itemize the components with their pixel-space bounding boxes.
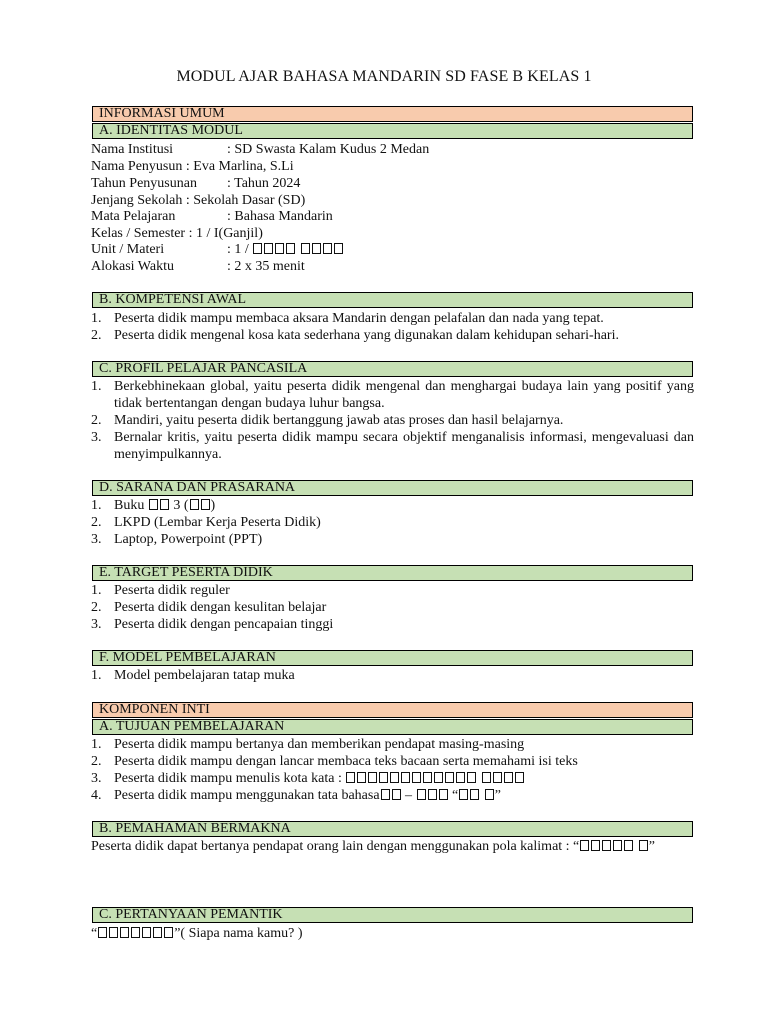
list-number: 1. (91, 583, 102, 598)
list-number: 1. (91, 498, 102, 513)
list-number: 1. (91, 737, 102, 752)
list-number: 3. (91, 771, 102, 786)
row-value: : Sekolah Dasar (SD) (185, 193, 306, 208)
list-number: 3. (91, 617, 102, 632)
section-informasi-umum: INFORMASI UMUM (92, 106, 693, 122)
section-pemahaman-bermakna: B. PEMAHAMAN BERMAKNA (92, 821, 693, 837)
list-item (91, 599, 694, 616)
list-item (91, 787, 694, 804)
list-item (91, 429, 694, 463)
section-tujuan-pembelajaran: A. TUJUAN PEMBELAJARAN (92, 719, 693, 735)
pertanyaan-text (91, 925, 303, 942)
quote-close: ” (494, 788, 501, 803)
pertanyaan-sentence: ”( Siapa nama kamu? ) (174, 926, 303, 941)
row-value: : Bahasa Mandarin (227, 209, 333, 224)
row-value: : Eva Marlina, S.Li (185, 159, 294, 174)
list-item (91, 616, 694, 633)
row-value: : 2 x 35 menit (227, 259, 305, 274)
row-key: Nama Penyusun (91, 159, 183, 174)
list-number: 1. (91, 311, 102, 326)
section-identitas-modul: A. IDENTITAS MODUL (92, 123, 693, 139)
list-text: Peserta didik mampu bertanya dan memberikan pendapat masing-masing (114, 737, 525, 752)
book-label: Buku (114, 498, 145, 513)
pemahaman-text (91, 838, 695, 855)
section-target-peserta: E. TARGET PESERTA DIDIK (92, 565, 693, 581)
list-item (91, 736, 694, 753)
list-item (91, 310, 694, 327)
chinese-glyph-placeholder (345, 771, 525, 786)
pemahaman-sentence: Peserta didik dapat bertanya pendapat orang lain dengan menggunakan pola kalimat : “ (91, 839, 580, 854)
list-number: 4. (91, 788, 102, 803)
list-number: 1. (91, 668, 102, 683)
identitas-row (91, 225, 263, 242)
list-text: Peserta didik mampu dengan lancar membaca teks bacaan serta memahami isi teks (114, 754, 578, 769)
quote-close: ” (648, 839, 655, 854)
book-volume: 3 ( (173, 498, 189, 513)
section-komponen-inti: KOMPONEN INTI (92, 702, 693, 718)
list-text: Berkebhinekaan global, yaitu peserta didik mengenal dan menghargai budaya lain yang positif yang tidak bertentangan dengan budaya luhur bangsa. (114, 379, 694, 411)
identitas-row (91, 175, 300, 192)
row-key: Alokasi Waktu (91, 259, 174, 274)
row-key: Tahun Penyusunan (91, 176, 197, 191)
document-title: MODUL AJAR BAHASA MANDARIN SD FASE B KELAS 1 (176, 68, 592, 85)
list-item (91, 667, 694, 684)
row-key: Unit / Materi (91, 242, 165, 257)
list-text (114, 787, 694, 804)
list-text: Peserta didik reguler (114, 583, 230, 598)
vocab-label: Peserta didik mampu menulis kota kata : (114, 771, 342, 786)
list-number: 2. (91, 600, 102, 615)
identitas-row (91, 208, 333, 225)
list-item (91, 582, 694, 599)
section-kompetensi-awal: B. KOMPETENSI AWAL (92, 292, 693, 308)
list-item (91, 770, 694, 787)
row-key: Mata Pelajaran (91, 209, 176, 224)
list-text: Peserta didik dengan pencapaian tinggi (114, 617, 334, 632)
list-text: LKPD (Lembar Kerja Peserta Didik) (114, 515, 321, 530)
list-text (114, 497, 694, 514)
list-number: 2. (91, 754, 102, 769)
list-text: Peserta didik mengenal kosa kata sederhana yang digunakan dalam kehidupan sehari-hari. (114, 328, 619, 343)
list-item (91, 514, 694, 531)
chinese-glyph-placeholder (252, 242, 344, 257)
list-text: Peserta didik mampu membaca aksara Mandarin dengan pelafalan dan nada yang tepat. (114, 311, 604, 326)
row-key: Kelas / Semester (91, 226, 186, 241)
list-number: 2. (91, 328, 102, 343)
list-item (91, 753, 694, 770)
section-model-pembelajaran: F. MODEL PEMBELAJARAN (92, 650, 693, 666)
section-profil-pancasila: C. PROFIL PELAJAR PANCASILA (92, 361, 693, 377)
section-sarana-prasarana: D. SARANA DAN PRASARANA (92, 480, 693, 496)
list-text: Bernalar kritis, yaitu peserta didik mampu secara objektif menganalisis informasi, mengevaluasi dan menyimpulkannya. (114, 430, 694, 462)
row-key: Jenjang Sekolah (91, 193, 183, 208)
grammar-dash: – (401, 788, 416, 803)
row-value: : SD Swasta Kalam Kudus 2 Medan (227, 142, 430, 157)
list-text: Peserta didik dengan kesulitan belajar (114, 600, 327, 615)
list-item (91, 531, 694, 548)
list-text: Model pembelajaran tatap muka (114, 668, 295, 683)
list-item (91, 497, 694, 514)
identitas-row (91, 158, 294, 175)
identitas-row (91, 258, 305, 275)
identitas-row (91, 241, 344, 258)
grammar-label: Peserta didik mampu menggunakan tata bahasa (114, 788, 380, 803)
row-value: : 1 / (227, 242, 249, 257)
identitas-row (91, 141, 429, 158)
list-item (91, 378, 694, 412)
list-number: 2. (91, 413, 102, 428)
list-item (91, 412, 694, 429)
list-item (91, 327, 694, 344)
list-number: 3. (91, 430, 102, 445)
list-text: Mandiri, yaitu peserta didik bertanggung jawab atas proses dan hasil belajarnya. (114, 413, 564, 428)
list-text: Laptop, Powerpoint (PPT) (114, 532, 263, 547)
list-text (114, 770, 694, 787)
quote-open: “ (448, 788, 459, 803)
list-number: 3. (91, 532, 102, 547)
identitas-row (91, 192, 305, 209)
row-key: Nama Institusi (91, 142, 174, 157)
list-number: 1. (91, 379, 102, 394)
list-number: 2. (91, 515, 102, 530)
row-value: : 1 / I(Ganjil) (188, 226, 263, 241)
book-suffix: ) (210, 498, 216, 513)
quote-open: “ (91, 926, 98, 941)
section-pertanyaan-pemantik: C. PERTANYAAN PEMANTIK (92, 907, 693, 923)
row-value: : Tahun 2024 (227, 176, 301, 191)
